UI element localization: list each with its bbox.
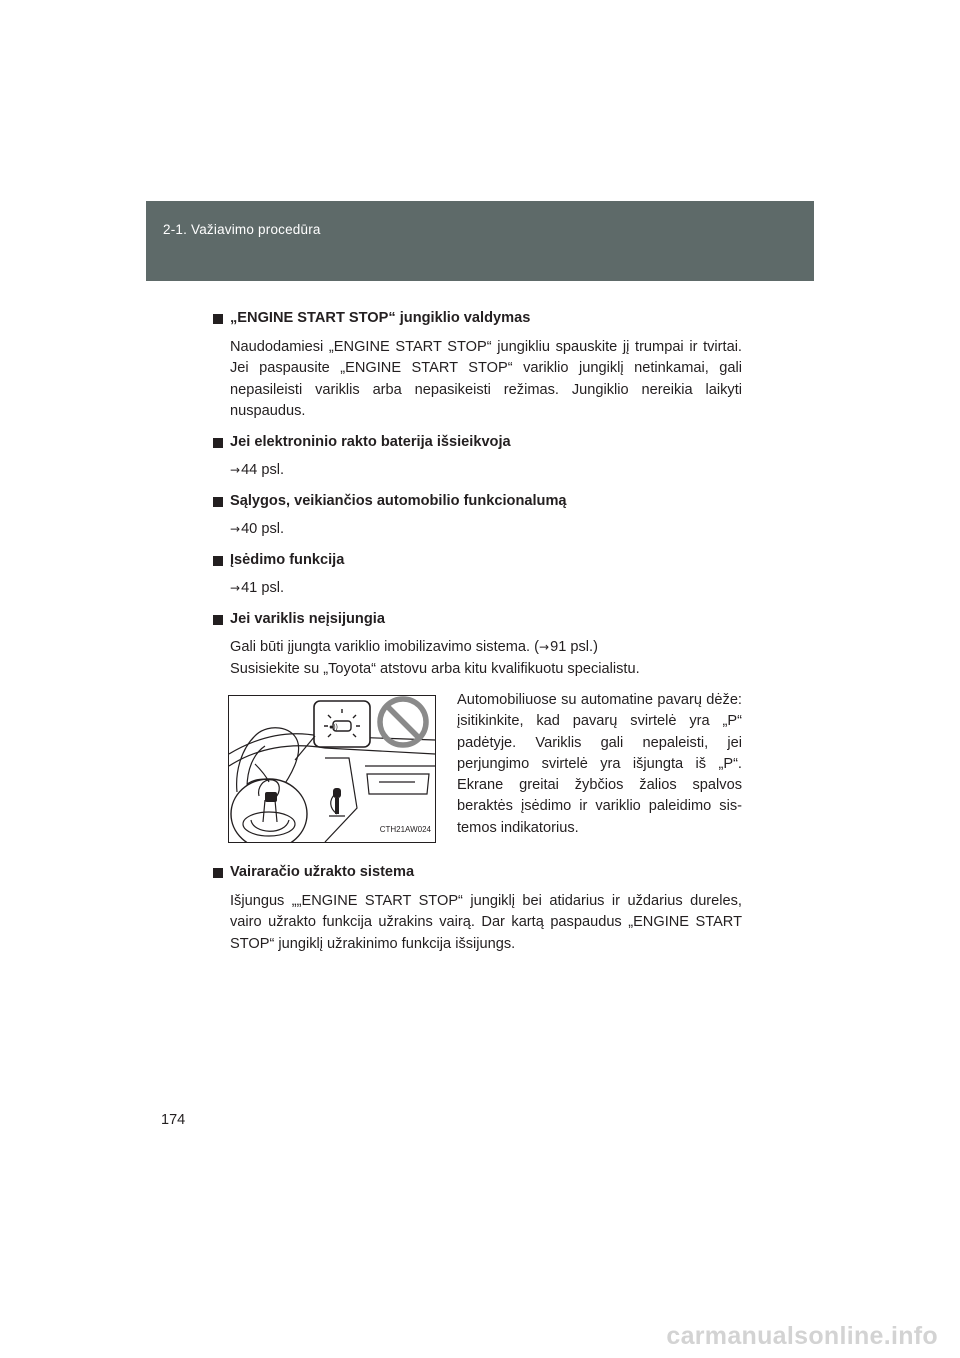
- figure-row: [212, 690, 742, 854]
- section-header-band: [146, 201, 814, 281]
- arrow-right-icon: →: [230, 522, 241, 536]
- section-engine-wont-start: [212, 609, 742, 681]
- section-body: Gali būti įjungta variklio imobilizavimo sistema. (→91 psl.) Susisiekite su „Toyota“ atstovu arba kitu kvalifikuotu specialistu.: [230, 639, 640, 677]
- dashboard-illustration: [228, 695, 436, 843]
- section-entry-function: [212, 550, 742, 600]
- bullet-square-icon: [213, 868, 223, 878]
- svg-text:●)): ●)): [329, 724, 338, 731]
- section-engine-start-stop: [212, 308, 742, 423]
- section-heading: Jei elektroninio rakto baterija išsieikvoja: [212, 432, 742, 454]
- bullet-square-icon: [213, 497, 223, 507]
- section-heading: Jei variklis neįsijungia: [212, 609, 742, 631]
- section-body: Išjungus „„ENGINE START STOP“ jungiklį bei atidarius ir uždarius dureles, vairo užrakto funkcija užrakins vairą. Dar kartą paspaudus „ENGINE START STOP“ jungiklį užrakinimo funkcija išsijungs.: [230, 892, 742, 952]
- page-content: [212, 308, 742, 964]
- section-heading: „ENGINE START STOP“ jungiklio valdymas: [212, 308, 742, 330]
- arrow-right-icon: →: [539, 640, 550, 654]
- section-conditions: [212, 491, 742, 541]
- watermark: carmanualsonline.info: [666, 1322, 938, 1350]
- figure-code: CTH21AW024: [379, 819, 432, 841]
- bullet-square-icon: [213, 438, 223, 448]
- section-heading: Sąlygos, veikiančios automobilio funkcionalumą: [212, 491, 742, 513]
- bullet-square-icon: [213, 615, 223, 625]
- section-steering-lock: [212, 862, 742, 955]
- arrow-right-icon: →: [230, 463, 241, 477]
- section-heading: Vairaračio užrakto sistema: [212, 862, 742, 884]
- bullet-square-icon: [213, 556, 223, 566]
- page-reference: →44 psl.: [230, 462, 285, 478]
- section-heading: Įsėdimo funkcija: [212, 550, 742, 572]
- page-number: 174: [161, 1112, 186, 1128]
- section-title: 2-1. Važiavimo procedūra: [163, 222, 321, 237]
- section-key-battery: [212, 432, 742, 482]
- arrow-right-icon: →: [230, 581, 241, 595]
- page-reference: →40 psl.: [230, 521, 285, 537]
- section-body: Naudodamiesi „ENGINE START STOP“ jungikliu spauskite jį trumpai ir tvirtai. Jei paspausite „ENGINE START STOP“ variklio jungiklį netinkamai, gali nepasileisti variklis arba nepasikeisti režimas. Jungiklio nereikia laikyti nuspaudus.: [230, 338, 742, 419]
- page-reference: →41 psl.: [230, 580, 285, 596]
- bullet-square-icon: [213, 314, 223, 324]
- figure-caption: Automobiliuose su automatine pavarų dėže: įsitikinkite, kad pavarų svirtelė yra „P“ padėtyje. Variklis gali nepaleisti, jei perjungimo svirtelė yra išjungta iš „P“. Ekrane greitai žybčios žalios spalvos beraktės įsėdimo ir variklio paleidimo sistemos indikatorius.: [457, 692, 742, 836]
